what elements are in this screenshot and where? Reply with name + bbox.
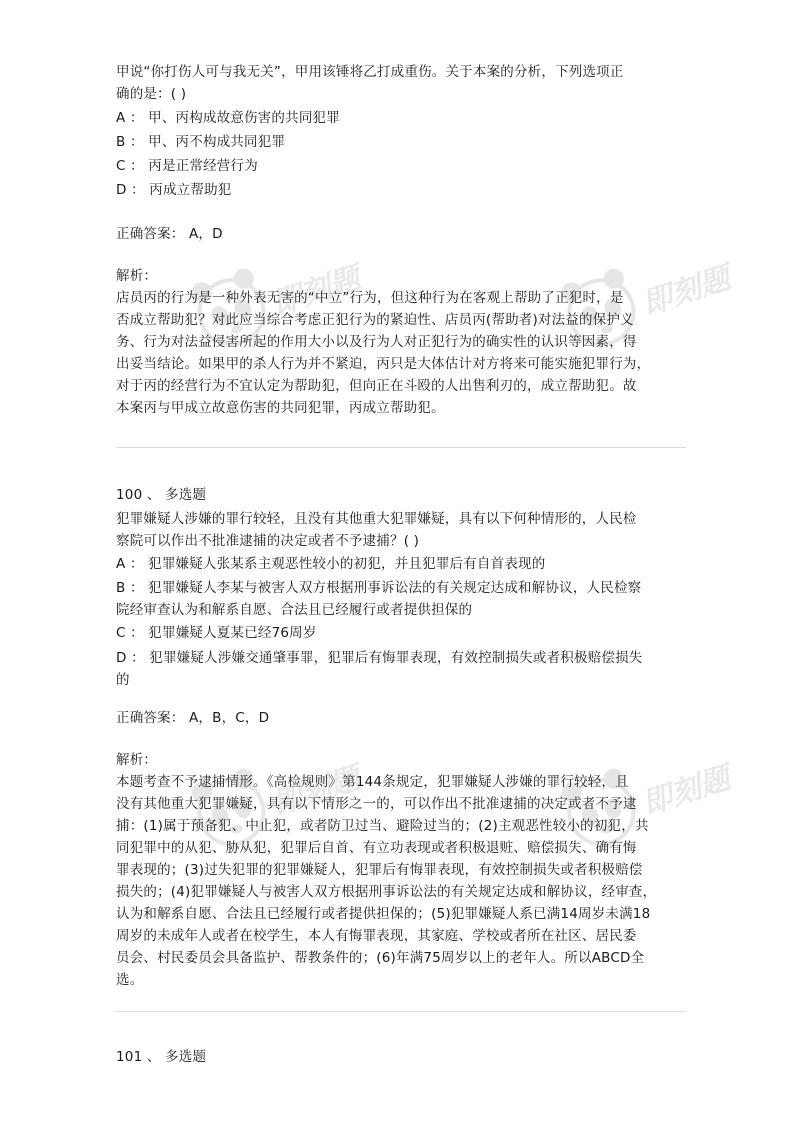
- option-b: B ： 甲、丙不构成共同犯罪: [116, 134, 286, 150]
- analysis-line: 对于丙的经营行为不宜认定为帮助犯，但向正在斗殴的人出售利刃的，成立帮助犯。故: [116, 378, 637, 394]
- correct-answer: 正确答案： A，B，C，D: [116, 710, 270, 726]
- analysis-line: 出妥当结论。如果甲的杀人行为并不紧迫，丙只是大体估计对方将来可能实施犯罪行为，: [116, 356, 651, 372]
- analysis-line: 同犯罪中的从犯、胁从犯，犯罪后自首、有立功表现或者积极退赃、赔偿损失、确有悔: [116, 840, 637, 856]
- question-header: 101 、 多选题: [116, 1049, 207, 1065]
- analysis-label: 解析：: [116, 268, 158, 284]
- analysis-line: 务、行为对法益侵害所起的作用大小以及行为人对正犯行为的确实性的认识等因素，得: [116, 334, 637, 350]
- analysis-line: 否成立帮助犯？对此应当综合考虑正犯行为的紧迫性、店员丙(帮助者)对法益的保护义: [116, 312, 634, 328]
- analysis-line: 周岁的未成年人或者在校学生，本人有悔罪表现，其家庭、学校或者所在社区、居民委: [116, 928, 637, 944]
- analysis-line: 本题考查不予逮捕情形。《高检规则》第144条规定，犯罪嫌疑人涉嫌的罪行较轻，且: [116, 774, 629, 790]
- correct-answer: 正确答案： A，D: [116, 226, 223, 242]
- option-b: [116, 577, 686, 621]
- analysis-line: 选。: [116, 972, 144, 988]
- section-divider: [116, 447, 686, 448]
- analysis-line: 损失的；(4)犯罪嫌疑人与被害人双方根据刑事诉讼法的有关规定达成和解协议，经审查，: [116, 884, 657, 900]
- question-stem: [116, 61, 686, 105]
- watermark-text: 即刻题: [637, 760, 735, 822]
- analysis-label: 解析：: [116, 752, 158, 768]
- analysis-line: 没有其他重大犯罪嫌疑，具有以下情形之一的，可以作出不批准逮捕的决定或者不予逮: [116, 796, 637, 812]
- option-line: 院经审查认为和解系自愿、合法且已经履行或者提供担保的: [116, 602, 473, 618]
- question-stem: [116, 508, 686, 552]
- option-a: A ： 犯罪嫌疑人张某系主观恶性较小的初犯，并且犯罪后有自首表现的: [116, 556, 546, 572]
- analysis-line: 罪表现的；(3)过失犯罪的犯罪嫌疑人，犯罪后有悔罪表现，有效控制损失或者积极赔偿: [116, 862, 643, 878]
- analysis-line: 本案丙与甲成立故意伤害的共同犯罪，丙成立帮助犯。: [116, 400, 445, 416]
- analysis-line: 认为和解系自愿、合法且已经履行或者提供担保的；(5)犯罪嫌疑人系已满14周岁未满18: [116, 906, 651, 922]
- analysis-line: 店员丙的行为是一种外表无害的“中立”行为，但这种行为在客观上帮助了正犯时，是: [116, 290, 624, 306]
- stem-line: 确的是：( ): [116, 86, 187, 102]
- analysis-text: [116, 287, 686, 419]
- watermark-text: 即刻题: [637, 260, 735, 322]
- stem-line: 犯罪嫌疑人涉嫌的罪行较轻，且没有其他重大犯罪嫌疑，具有以下何种情形的，人民检: [116, 511, 637, 527]
- stem-line: 甲说“你打伤人可与我无关”，甲用该锤将乙打成重伤。关于本案的分析，下列选项正: [116, 64, 624, 80]
- option-c: C ： 丙是正常经营行为: [116, 158, 258, 174]
- section-divider: [116, 1011, 686, 1012]
- option-line: B ： 犯罪嫌疑人李某与被害人双方根据刑事诉讼法的有关规定达成和解协议，人民检察: [116, 580, 642, 596]
- option-d: [116, 647, 686, 691]
- option-line: 的: [116, 672, 130, 688]
- option-c: C ： 犯罪嫌疑人夏某已经76周岁: [116, 625, 317, 641]
- analysis-text: [116, 771, 686, 991]
- option-d: D ： 丙成立帮助犯: [116, 182, 232, 198]
- watermark-text: 即刻题: [267, 260, 365, 322]
- option-line: D ： 犯罪嫌疑人涉嫌交通肇事罪，犯罪后有悔罪表现，有效控制损失或者积极赔偿损失: [116, 650, 643, 666]
- stem-line: 察院可以作出不批准逮捕的决定或者不予逮捕？( ): [116, 533, 420, 549]
- analysis-line: 捕：(1)属于预备犯、中止犯，或者防卫过当、避险过当的；(2)主观恶性较小的初犯，共: [116, 818, 649, 834]
- watermark-text: 即刻题: [267, 760, 365, 822]
- analysis-line: 员会、村民委员会具备监护、帮教条件的；(6)年满75周岁以上的老年人。所以ABCD全: [116, 950, 645, 966]
- option-a: A ： 甲、丙构成故意伤害的共同犯罪: [116, 110, 340, 126]
- question-header: 100 、 多选题: [116, 487, 207, 503]
